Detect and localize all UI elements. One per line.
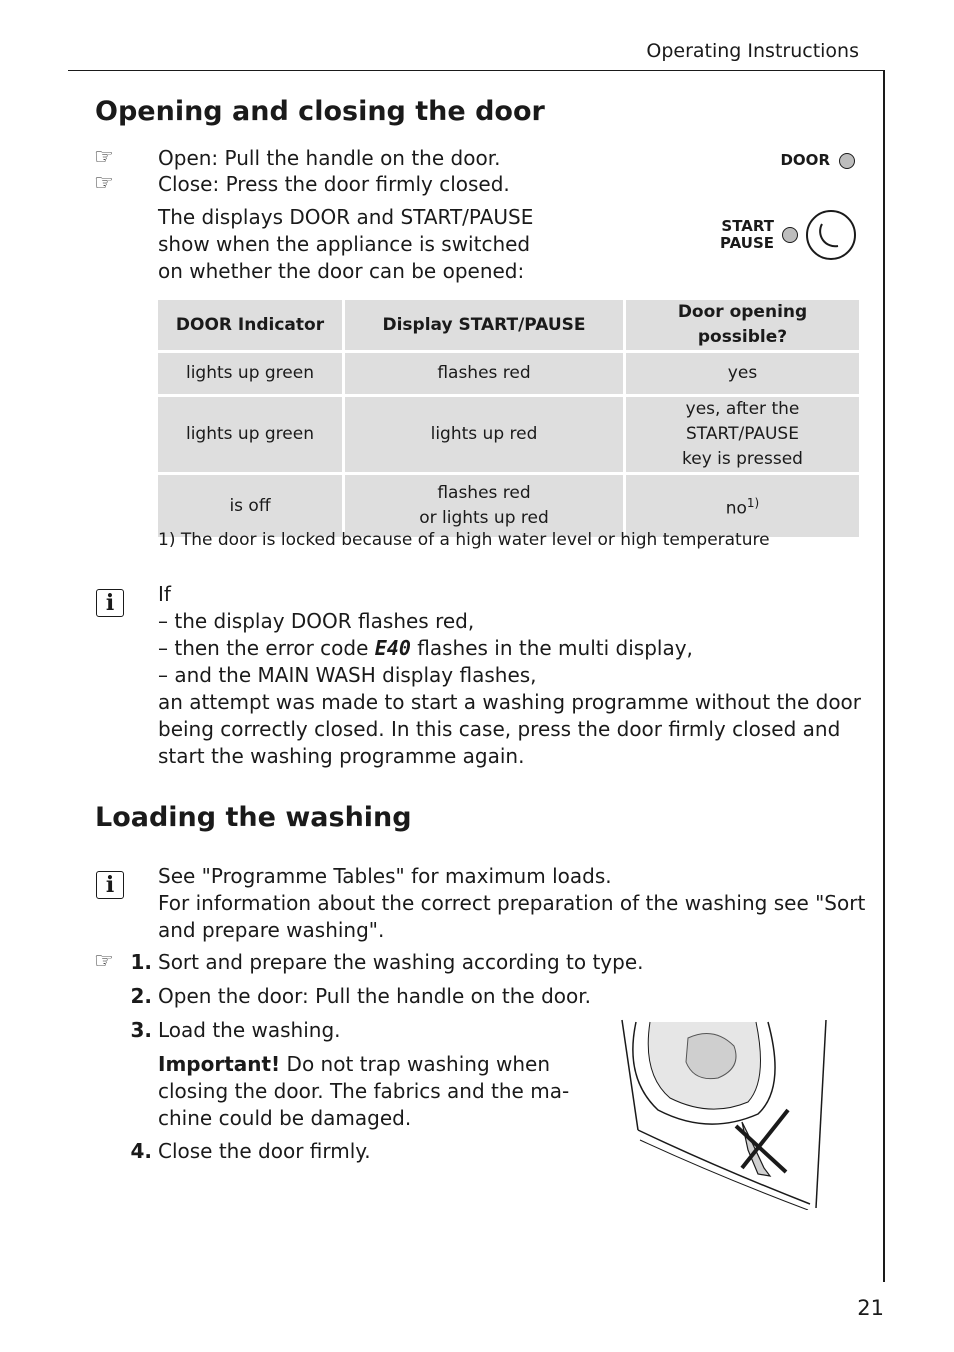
section-title-loading: Loading the washing (95, 802, 412, 833)
step-2: Open the door: Pull the handle on the door. (158, 984, 592, 1008)
door-indicator-table (158, 300, 859, 537)
step-3: Load the washing. (158, 1018, 341, 1042)
pointing-hand-icon: ☞ (94, 949, 114, 974)
table-row: lights up green flashes red yes (158, 353, 859, 397)
start-pause-led-icon (782, 227, 798, 243)
section-header: Operating Instructions (646, 40, 859, 62)
start-pause-button-icon (806, 210, 856, 260)
table-header: Door opening possible? (626, 300, 859, 353)
trapped-washing-illustration (618, 1018, 828, 1210)
start-pause-panel-label: START PAUSE (720, 217, 774, 252)
loading-info: See "Programme Tables" for maximum loads. For information about the correct preparation of the washing see "Sort and prepare washing". (158, 864, 866, 942)
pointing-hand-icon: ☞ (94, 145, 114, 170)
section-title-door: Opening and closing the door (95, 96, 545, 127)
step-4: Close the door firmly. (158, 1139, 371, 1163)
header-rule (68, 70, 885, 71)
table-header: Display START/PAUSE (345, 300, 626, 353)
step-close: Close: Press the door firmly closed. (158, 172, 510, 196)
door-led-icon (839, 153, 855, 169)
margin-rule (883, 70, 885, 1282)
error-code: E40 (374, 636, 411, 660)
pointing-hand-icon: ☞ (94, 171, 114, 196)
door-panel-label: DOOR (780, 151, 830, 169)
door-error-info: If – the display DOOR flashes red, – then the error code E40 flashes in the multi display, – and the MAIN WASH display flashes, an attempt was made to start a washing programme without the door being correctly closed. In this case, press the door firmly closed and start the washing programme again. (158, 582, 862, 768)
door-intro: The displays DOOR and START/PAUSE show when the appliance is switched on whether the door can be opened: (158, 205, 534, 283)
table-header: DOOR Indicator (158, 300, 345, 353)
step-open: Open: Pull the handle on the door. (158, 146, 501, 170)
press-arc-icon (808, 212, 854, 258)
info-icon: i (96, 589, 124, 617)
table-row: lights up green lights up red yes, after the START/PAUSE key is pressed (158, 397, 859, 475)
step-1: Sort and prepare the washing according to type. (158, 950, 644, 974)
important-note: Important! Do not trap washing when closing the door. The fabrics and the ma- chine could be damaged. (158, 1052, 570, 1130)
page-number: 21 (857, 1296, 884, 1320)
info-icon: i (96, 871, 124, 899)
table-footnote: 1) The door is locked because of a high water level or high temperature (158, 530, 770, 550)
table-row: is off flashes red or lights up red $no^{1)}$ (158, 475, 859, 537)
